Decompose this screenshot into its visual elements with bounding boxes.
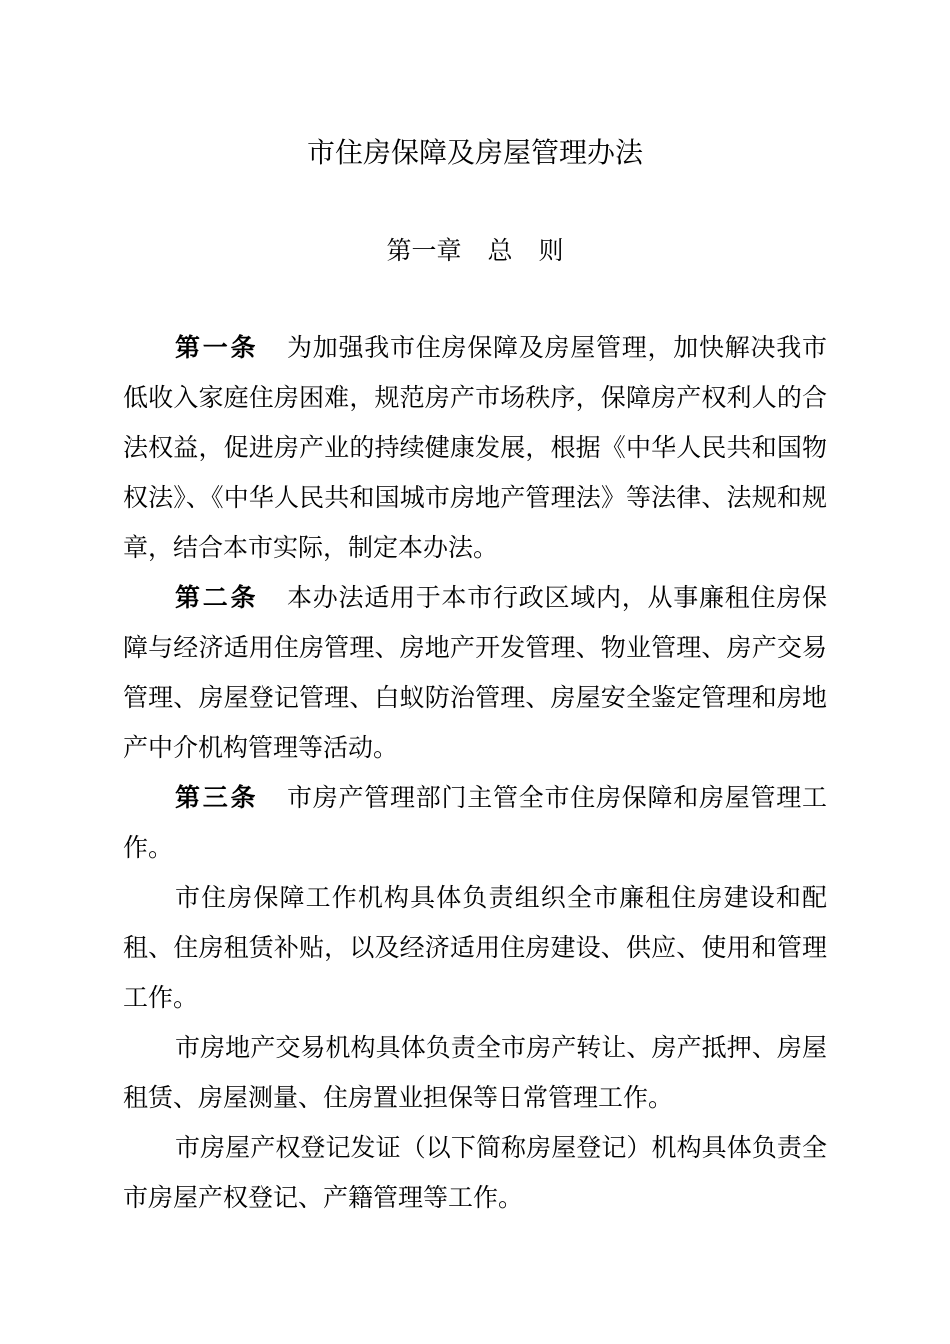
paragraph-text: 市房屋产权登记发证（以下简称房屋登记）机构具体负责全市房屋产权登记、产籍管理等工作。 [123,1133,827,1212]
document-title: 市住房保障及房屋管理办法 [306,136,643,169]
chapter-heading [0,226,950,276]
article-paragraph [123,573,827,773]
body-paragraph [123,1123,827,1223]
paragraph-text: 本办法适用于本市行政区域内，从事廉租住房保障与经济适用住房管理、房地产开发管理、物业管理、房产交易管理、房屋登记管理、白蚁防治管理、房屋安全鉴定管理和房地产中介机构管理等活动。 [123,583,827,762]
paragraph-text: 市住房保障工作机构具体负责组织全市廉租住房建设和配租、住房租赁补贴，以及经济适用住房建设、供应、使用和管理工作。 [123,883,827,1012]
paragraph-text: 市房产管理部门主管全市住房保障和房屋管理工作。 [123,783,827,862]
body-paragraph [123,873,827,1023]
paragraph-text: 市房地产交易机构具体负责全市房产转让、房产抵押、房屋租赁、房屋测量、住房置业担保等日常管理工作。 [123,1033,827,1112]
article-number: 第二条 [175,583,259,612]
paragraph-text: 为加强我市住房保障及房屋管理，加快解决我市低收入家庭住房困难，规范房产市场秩序，保障房产权利人的合法权益，促进房产业的持续健康发展，根据《中华人民共和国物权法》、《中华人民共和国城市房地产管理法》等法律、法规和规章，结合本市实际，制定本办法。 [123,333,827,562]
chapter-label: 第一章 [386,236,462,265]
chapter-name: 总 则 [487,236,564,265]
article-number: 第三条 [175,783,259,812]
document-body [123,323,827,1223]
article-paragraph [123,323,827,573]
body-paragraph [123,1023,827,1123]
article-paragraph [123,773,827,873]
article-number: 第一条 [175,333,259,362]
